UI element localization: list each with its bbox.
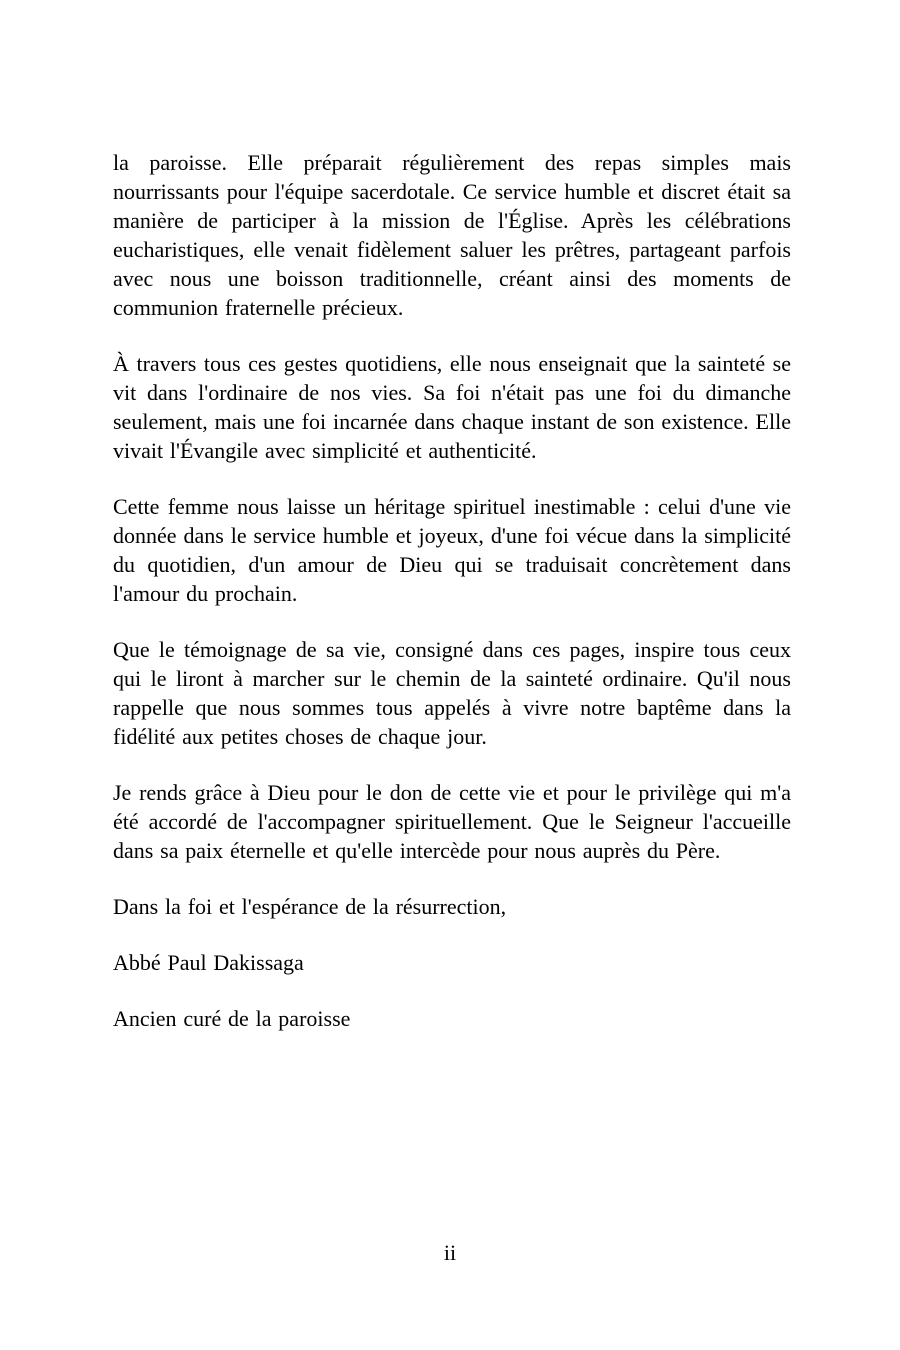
signature-title: Ancien curé de la paroisse <box>113 1006 351 1031</box>
paragraph-5: Je rends grâce à Dieu pour le don de cette vie et pour le privilège qui m'a été accordé de l'accompagner spirituellement. Que le Seigneur l'accueille dans sa paix éternelle et qu'elle intercède pour nous auprès du Père. <box>113 780 791 863</box>
closing-line: Dans la foi et l'espérance de la résurrection, <box>113 894 507 919</box>
paragraph-4: Que le témoignage de sa vie, consigné dans ces pages, inspire tous ceux qui le liront à marcher sur le chemin de la sainteté ordinaire. Qu'il nous rappelle que nous sommes tous appelés à vivre notre baptême dans la fidélité aux petites choses de chaque jour. <box>113 637 791 749</box>
page-body <box>113 148 791 1060</box>
paragraph-3: Cette femme nous laisse un héritage spirituel inestimable : celui d'une vie donnée dans le service humble et joyeux, d'une foi vécue dans la simplicité du quotidien, d'un amour de Dieu qui se traduisait concrètement dans l'amour du prochain. <box>113 494 791 606</box>
page-number: ii <box>443 1240 457 1265</box>
paragraph-1: la paroisse. Elle préparait régulièrement des repas simples mais nourrissants pour l'équipe sacerdotale. Ce service humble et discret était sa manière de participer à la mission de l'Église. Après les célébrations eucharistiques, elle venait fidèlement saluer les prêtres, partageant parfois avec nous une boisson traditionnelle, créant ainsi des moments de communion fraternelle précieux. <box>113 150 791 320</box>
signature-name: Abbé Paul Dakissaga <box>113 950 304 975</box>
paragraph-2: À travers tous ces gestes quotidiens, elle nous enseignait que la sainteté se vit dans l'ordinaire de nos vies. Sa foi n'était pas une foi du dimanche seulement, mais une foi incarnée dans chaque instant de son existence. Elle vivait l'Évangile avec simplicité et authenticité. <box>113 351 791 463</box>
